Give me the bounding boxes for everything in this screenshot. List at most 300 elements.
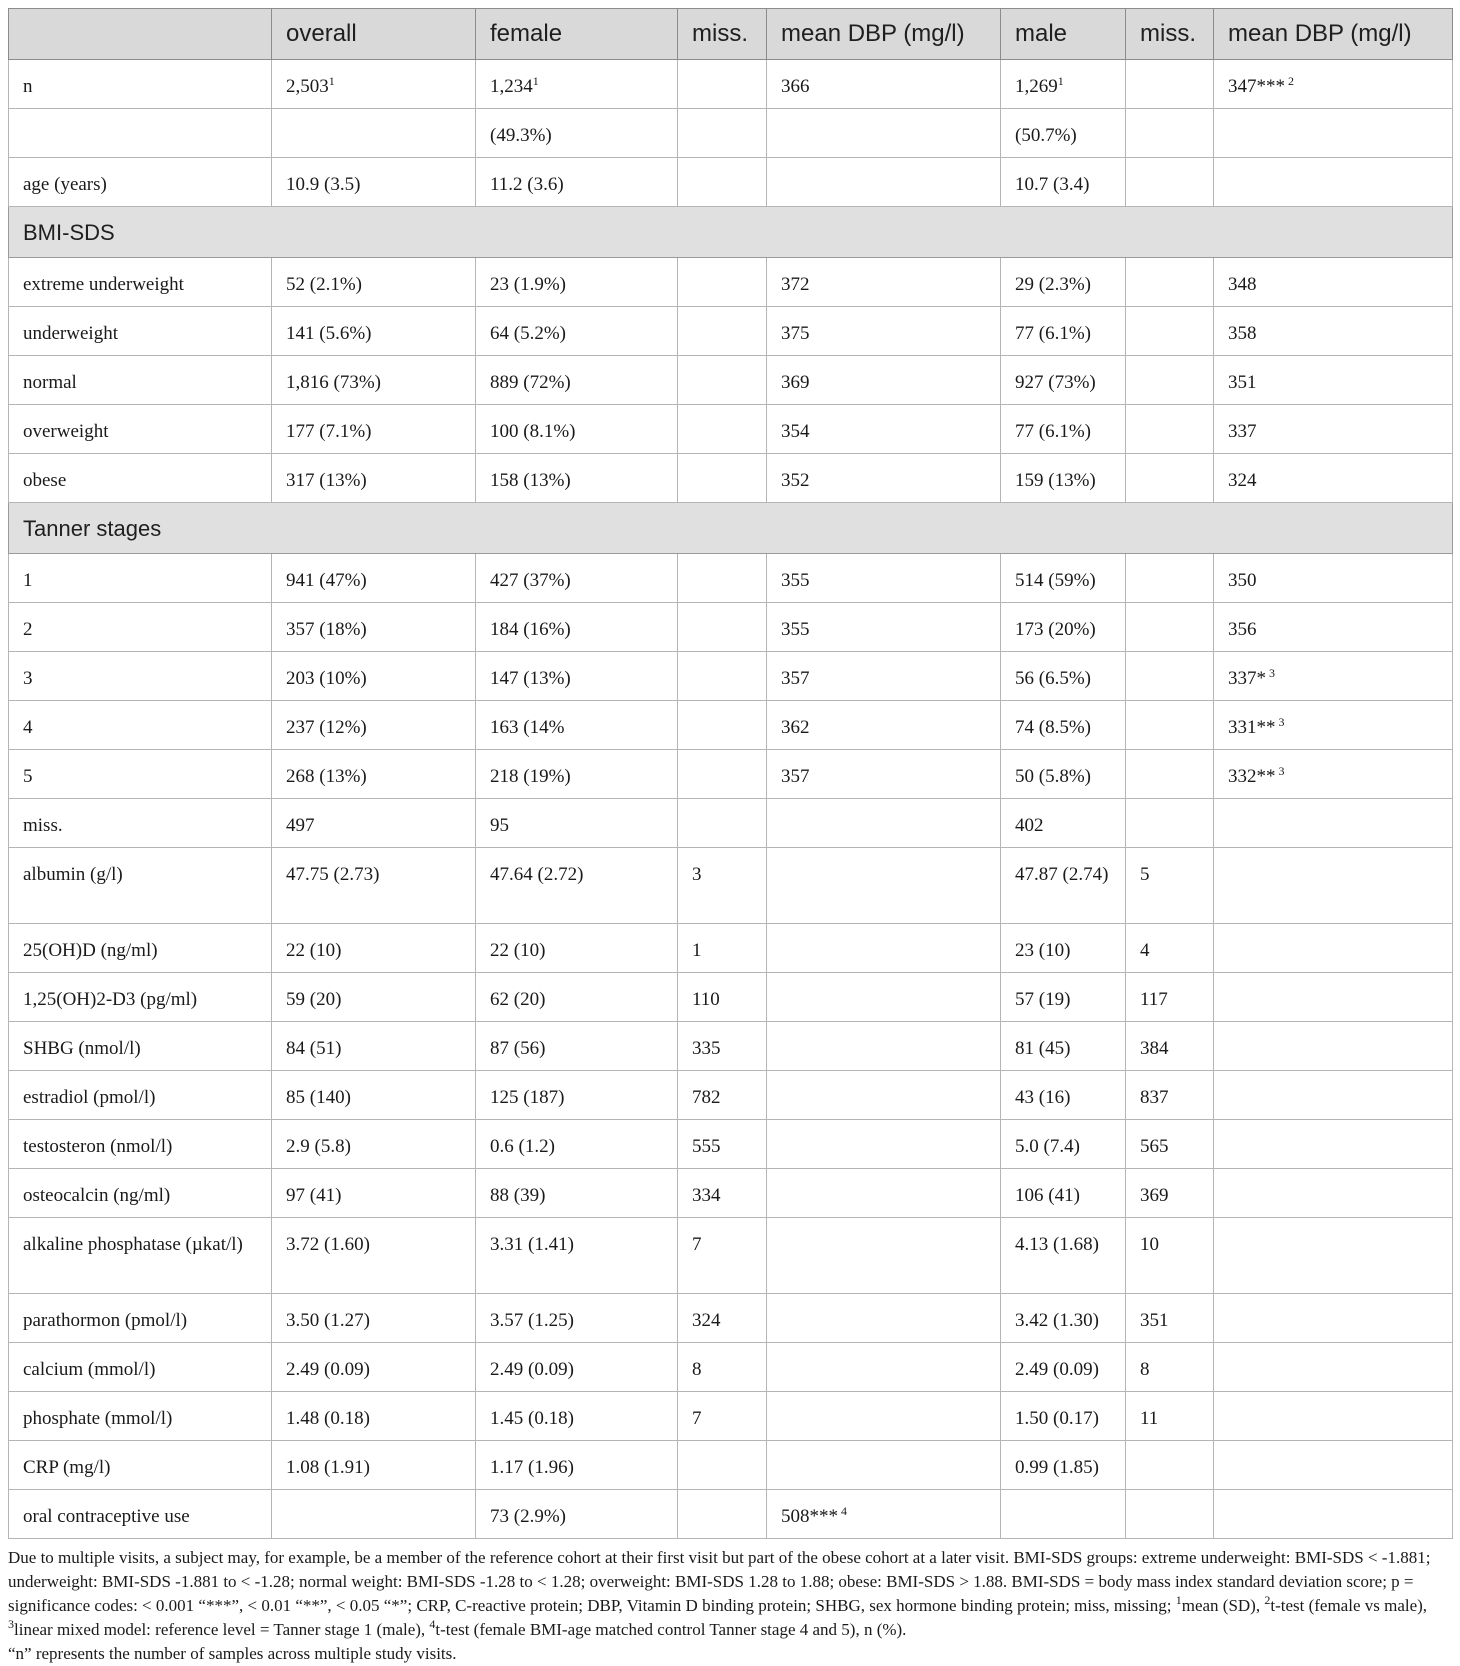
table-footnote <box>8 1546 1452 1666</box>
cell-female-mean-dbp <box>767 1441 1001 1490</box>
table-row <box>9 603 1453 652</box>
cell-female-mean-dbp <box>767 1218 1001 1294</box>
cell-overall-value: 141 (5.6%) <box>286 323 372 344</box>
cell-male-mean-dbp <box>1214 1120 1453 1169</box>
cell-male-value: 74 (8.5%) <box>1015 717 1091 738</box>
cell-female <box>476 848 678 924</box>
cell-male-mean-dbp <box>1214 1294 1453 1343</box>
cell-female-mean-dbp <box>767 603 1001 652</box>
cell-male-missing <box>1126 60 1214 109</box>
cell-male-mean-dbp-value: 331** <box>1228 717 1276 738</box>
data-table <box>8 8 1453 1539</box>
cell-overall <box>272 258 476 307</box>
cell-male-missing <box>1126 1218 1214 1294</box>
cell-female-mean-dbp <box>767 356 1001 405</box>
row-label <box>9 1294 272 1343</box>
cell-male <box>1001 405 1126 454</box>
cell-male-mean-dbp <box>1214 750 1453 799</box>
cell-female-missing <box>678 1169 767 1218</box>
table-body <box>9 60 1453 1539</box>
cell-male <box>1001 1218 1126 1294</box>
cell-male-mean-dbp-value: 337* <box>1228 668 1266 689</box>
cell-male-missing <box>1126 1022 1214 1071</box>
table-row <box>9 750 1453 799</box>
cell-male-mean-dbp <box>1214 1169 1453 1218</box>
section-row <box>9 503 1453 554</box>
cell-female-mean-dbp <box>767 307 1001 356</box>
cell-overall-value: 317 (13%) <box>286 470 367 491</box>
cell-female-superscript: 1 <box>532 74 539 88</box>
cell-overall <box>272 1120 476 1169</box>
cell-overall-value: 2,503 <box>286 76 329 97</box>
cell-female-mean-dbp-value: 357 <box>781 766 810 787</box>
row-label-value: 5 <box>23 766 33 787</box>
cell-male-missing <box>1126 701 1214 750</box>
cell-female-missing-value: 7 <box>692 1408 702 1429</box>
footnote-text-2: mean (SD), <box>1181 1596 1265 1615</box>
cell-male-missing <box>1126 554 1214 603</box>
cell-male-missing <box>1126 1392 1214 1441</box>
row-label <box>9 1218 272 1294</box>
cell-female-value: 62 (20) <box>490 989 546 1010</box>
cell-male-mean-dbp <box>1214 1218 1453 1294</box>
cell-female-value: 11.2 (3.6) <box>490 174 564 195</box>
cell-female-value: 23 (1.9%) <box>490 274 566 295</box>
row-label-value: 1,25(OH)2-D3 (pg/ml) <box>23 989 198 1010</box>
cell-male-missing <box>1126 1169 1214 1218</box>
cell-female-missing <box>678 1071 767 1120</box>
cell-female <box>476 799 678 848</box>
cell-female-missing <box>678 258 767 307</box>
cell-male <box>1001 1022 1126 1071</box>
cell-female <box>476 1343 678 1392</box>
cell-male-mean-dbp-value: 324 <box>1228 470 1257 491</box>
cell-male-mean-dbp <box>1214 973 1453 1022</box>
cell-female <box>476 258 678 307</box>
cell-female <box>476 1022 678 1071</box>
cell-overall <box>272 848 476 924</box>
cell-female-value: 0.6 (1.2) <box>490 1136 555 1157</box>
cell-female-value: 158 (13%) <box>490 470 571 491</box>
cell-male-mean-dbp-superscript: 3 <box>1275 715 1285 729</box>
cell-overall-value: 84 (51) <box>286 1038 342 1059</box>
cell-male-value: 47.87 (2.74) <box>1015 864 1109 885</box>
cell-female-missing <box>678 158 767 207</box>
cell-female <box>476 603 678 652</box>
cell-female <box>476 1169 678 1218</box>
cell-male-mean-dbp <box>1214 1441 1453 1490</box>
cell-male-missing <box>1126 258 1214 307</box>
cell-male-missing-value: 5 <box>1140 864 1150 885</box>
cell-female-missing <box>678 1392 767 1441</box>
cell-male-mean-dbp-value: 348 <box>1228 274 1257 295</box>
cell-female <box>476 1441 678 1490</box>
table-row <box>9 848 1453 924</box>
section-title: Tanner stages <box>9 503 1453 554</box>
footnote-text-1: Due to multiple visits, a subject may, for example, be a member of the reference cohort at their first visit but part of the obese cohort at a later visit. BMI-SDS groups: extreme underweight: BMI-SDS < -1.881; underweight: BMI-SDS -1.881 to < -1.28; normal weight: BMI-SDS -1.28 to < 1.28; overweight: BMI-SDS 1.28 to 1.88; obese: BMI-SDS > 1.88. BMI-SDS = body mass index standard deviation score; p = significance codes: < 0.001 “***”, < 0.01 “**”, < 0.05 “*”; CRP, C-reactive protein; DBP, Vitamin D binding protein; SHBG, sex hormone binding protein; miss, missing; <box>8 1548 1431 1615</box>
cell-male-missing-value: 10 <box>1140 1234 1159 1255</box>
cell-female-value: 1.45 (0.18) <box>490 1408 574 1429</box>
table-row <box>9 307 1453 356</box>
cell-overall <box>272 356 476 405</box>
row-label <box>9 973 272 1022</box>
table-row <box>9 258 1453 307</box>
footnote-sup-2: 2 <box>1264 1593 1271 1607</box>
cell-female-missing-value: 110 <box>692 989 720 1010</box>
row-label <box>9 1490 272 1539</box>
cell-male-mean-dbp-value: 337 <box>1228 421 1257 442</box>
cell-male-missing <box>1126 454 1214 503</box>
cell-female-mean-dbp <box>767 60 1001 109</box>
cell-male-missing <box>1126 356 1214 405</box>
cell-female-missing <box>678 652 767 701</box>
cell-male-mean-dbp <box>1214 799 1453 848</box>
cell-male-value: 514 (59%) <box>1015 570 1096 591</box>
cell-female <box>476 1071 678 1120</box>
row-label <box>9 307 272 356</box>
cell-male-value: 4.13 (1.68) <box>1015 1234 1099 1255</box>
row-label <box>9 1022 272 1071</box>
cell-male-mean-dbp-superscript: 3 <box>1275 764 1285 778</box>
cell-male-value: 2.49 (0.09) <box>1015 1359 1099 1380</box>
row-label-value: osteocalcin (ng/ml) <box>23 1185 171 1206</box>
row-label-value: testosteron (nmol/l) <box>23 1136 173 1157</box>
cell-female-mean-dbp <box>767 924 1001 973</box>
cell-male-mean-dbp <box>1214 158 1453 207</box>
cell-female-value: 47.64 (2.72) <box>490 864 584 885</box>
cell-overall <box>272 1294 476 1343</box>
cell-female-missing <box>678 1343 767 1392</box>
cell-overall <box>272 924 476 973</box>
cell-male-mean-dbp <box>1214 603 1453 652</box>
cell-female-missing-value: 3 <box>692 864 702 885</box>
cell-female-mean-dbp-value: 352 <box>781 470 810 491</box>
cell-female-mean-dbp-value: 366 <box>781 76 810 97</box>
cell-female-missing <box>678 848 767 924</box>
table-row <box>9 1294 1453 1343</box>
cell-male <box>1001 973 1126 1022</box>
cell-female-value: 2.49 (0.09) <box>490 1359 574 1380</box>
cell-male-missing-value: 369 <box>1140 1185 1169 1206</box>
cell-overall-value: 47.75 (2.73) <box>286 864 380 885</box>
cell-female <box>476 750 678 799</box>
row-label-value: 4 <box>23 717 33 738</box>
cell-overall <box>272 60 476 109</box>
cell-female-mean-dbp-value: 362 <box>781 717 810 738</box>
cell-female <box>476 1218 678 1294</box>
cell-female-value: 889 (72%) <box>490 372 571 393</box>
row-label-value: 3 <box>23 668 33 689</box>
cell-overall-value: 85 (140) <box>286 1087 351 1108</box>
cell-overall <box>272 307 476 356</box>
cell-female-mean-dbp <box>767 1071 1001 1120</box>
cell-female-mean-dbp <box>767 258 1001 307</box>
cell-female-value: 427 (37%) <box>490 570 571 591</box>
row-label-value: oral contraceptive use <box>23 1506 190 1527</box>
cell-female-missing-value: 555 <box>692 1136 721 1157</box>
cell-female-mean-dbp <box>767 1022 1001 1071</box>
table-row <box>9 1022 1453 1071</box>
cell-overall <box>272 1071 476 1120</box>
header-male-mean-dbp: mean DBP (mg/l) <box>1214 9 1453 60</box>
header-female: female <box>476 9 678 60</box>
cell-female <box>476 554 678 603</box>
table-row <box>9 109 1453 158</box>
cell-female-missing <box>678 750 767 799</box>
cell-male-missing-value: 351 <box>1140 1310 1169 1331</box>
cell-male-mean-dbp <box>1214 1490 1453 1539</box>
cell-overall <box>272 109 476 158</box>
cell-male-value: 77 (6.1%) <box>1015 323 1091 344</box>
cell-overall <box>272 454 476 503</box>
cell-male-missing <box>1126 750 1214 799</box>
cell-female-value: 87 (56) <box>490 1038 546 1059</box>
cell-female-missing-value: 324 <box>692 1310 721 1331</box>
row-label <box>9 750 272 799</box>
cell-overall-value: 177 (7.1%) <box>286 421 372 442</box>
cell-overall-value: 10.9 (3.5) <box>286 174 361 195</box>
cell-female-missing <box>678 454 767 503</box>
cell-male-missing <box>1126 848 1214 924</box>
footnote-sup-4: 4 <box>429 1617 436 1631</box>
cell-female <box>476 60 678 109</box>
cell-male-value: 173 (20%) <box>1015 619 1096 640</box>
cell-overall <box>272 750 476 799</box>
cell-female-mean-dbp-value: 355 <box>781 619 810 640</box>
row-label-value: normal <box>23 372 77 393</box>
cell-overall-value: 3.50 (1.27) <box>286 1310 370 1331</box>
cell-overall <box>272 1169 476 1218</box>
cell-male-missing <box>1126 1071 1214 1120</box>
cell-female-mean-dbp-value: 369 <box>781 372 810 393</box>
row-label <box>9 405 272 454</box>
cell-male-mean-dbp <box>1214 1071 1453 1120</box>
cell-male <box>1001 1169 1126 1218</box>
cell-male-missing <box>1126 1441 1214 1490</box>
cell-female-mean-dbp <box>767 405 1001 454</box>
table-row <box>9 1441 1453 1490</box>
cell-male-missing <box>1126 1343 1214 1392</box>
cell-overall-value: 3.72 (1.60) <box>286 1234 370 1255</box>
cell-female-value: 64 (5.2%) <box>490 323 566 344</box>
cell-male-mean-dbp <box>1214 1392 1453 1441</box>
cell-male-mean-dbp <box>1214 307 1453 356</box>
cell-male-missing <box>1126 109 1214 158</box>
cell-overall <box>272 158 476 207</box>
row-label-value: phosphate (mmol/l) <box>23 1408 173 1429</box>
cell-male-mean-dbp-value: 351 <box>1228 372 1257 393</box>
cell-overall-value: 941 (47%) <box>286 570 367 591</box>
row-label-value: 25(OH)D (ng/ml) <box>23 940 158 961</box>
cell-female-mean-dbp-superscript: 4 <box>838 1504 847 1518</box>
cell-male <box>1001 258 1126 307</box>
cell-male-value: 3.42 (1.30) <box>1015 1310 1099 1331</box>
cell-female-missing <box>678 973 767 1022</box>
cell-female <box>476 1392 678 1441</box>
cell-male <box>1001 454 1126 503</box>
cell-male-missing <box>1126 1490 1214 1539</box>
table-row <box>9 405 1453 454</box>
cell-female-value: 218 (19%) <box>490 766 571 787</box>
cell-male-missing <box>1126 603 1214 652</box>
cell-male-value: 77 (6.1%) <box>1015 421 1091 442</box>
cell-overall-value: 2.49 (0.09) <box>286 1359 370 1380</box>
cell-male <box>1001 60 1126 109</box>
cell-male-mean-dbp-value: 350 <box>1228 570 1257 591</box>
cell-male-mean-dbp <box>1214 60 1453 109</box>
cell-male-value: 81 (45) <box>1015 1038 1071 1059</box>
table-row <box>9 701 1453 750</box>
table-row <box>9 799 1453 848</box>
cell-female-missing <box>678 1490 767 1539</box>
cell-male-missing-value: 8 <box>1140 1359 1150 1380</box>
cell-female-mean-dbp <box>767 1169 1001 1218</box>
cell-female-mean-dbp <box>767 750 1001 799</box>
footnote-text-4: linear mixed model: reference level = Tanner stage 1 (male), <box>14 1620 430 1639</box>
table-row <box>9 158 1453 207</box>
row-label <box>9 603 272 652</box>
cell-male-value: 29 (2.3%) <box>1015 274 1091 295</box>
table-row <box>9 1490 1453 1539</box>
cell-female-missing <box>678 554 767 603</box>
cell-female-mean-dbp-value: 508*** <box>781 1506 838 1527</box>
cell-female-mean-dbp <box>767 848 1001 924</box>
cell-male-missing-value: 837 <box>1140 1087 1169 1108</box>
cell-female-value: 1,234 <box>490 76 533 97</box>
cell-overall <box>272 1343 476 1392</box>
table-row <box>9 1071 1453 1120</box>
cell-male-mean-dbp <box>1214 554 1453 603</box>
cell-male <box>1001 307 1126 356</box>
cell-female-missing <box>678 1441 767 1490</box>
cell-overall <box>272 603 476 652</box>
cell-female <box>476 356 678 405</box>
cell-male <box>1001 158 1126 207</box>
cell-male <box>1001 1294 1126 1343</box>
cell-female-value: 95 <box>490 815 509 836</box>
cell-male-mean-dbp-superscript: 2 <box>1285 74 1294 88</box>
cell-overall <box>272 1441 476 1490</box>
cell-male-mean-dbp <box>1214 258 1453 307</box>
cell-overall-value: 59 (20) <box>286 989 342 1010</box>
row-label <box>9 554 272 603</box>
cell-female <box>476 652 678 701</box>
cell-male <box>1001 1392 1126 1441</box>
row-label-value: miss. <box>23 815 63 836</box>
cell-male-mean-dbp <box>1214 356 1453 405</box>
cell-female-missing <box>678 799 767 848</box>
cell-female <box>476 158 678 207</box>
cell-male <box>1001 554 1126 603</box>
cell-male <box>1001 750 1126 799</box>
cell-male-missing <box>1126 799 1214 848</box>
cell-overall-value: 52 (2.1%) <box>286 274 362 295</box>
cell-female-value: 1.17 (1.96) <box>490 1457 574 1478</box>
section-row <box>9 207 1453 258</box>
cell-overall-value: 203 (10%) <box>286 668 367 689</box>
cell-male-missing-value: 117 <box>1140 989 1168 1010</box>
table-row <box>9 1120 1453 1169</box>
cell-male-value: 402 <box>1015 815 1044 836</box>
cell-female-missing <box>678 1218 767 1294</box>
cell-male-mean-dbp-value: 358 <box>1228 323 1257 344</box>
row-label-value: calcium (mmol/l) <box>23 1359 156 1380</box>
cell-female <box>476 307 678 356</box>
cell-male-missing <box>1126 652 1214 701</box>
header-overall: overall <box>272 9 476 60</box>
row-label <box>9 1392 272 1441</box>
cell-female-missing-value: 782 <box>692 1087 721 1108</box>
cell-male <box>1001 799 1126 848</box>
table-row <box>9 1218 1453 1294</box>
cell-male-value: 56 (6.5%) <box>1015 668 1091 689</box>
cell-male-mean-dbp <box>1214 109 1453 158</box>
header-row <box>9 9 1453 60</box>
row-label <box>9 799 272 848</box>
row-label <box>9 848 272 924</box>
table-row <box>9 1392 1453 1441</box>
cell-male <box>1001 652 1126 701</box>
cell-female-missing-value: 335 <box>692 1038 721 1059</box>
cell-male-value: 159 (13%) <box>1015 470 1096 491</box>
cell-male-value: 10.7 (3.4) <box>1015 174 1090 195</box>
cell-male-missing <box>1126 1294 1214 1343</box>
cell-overall-value: 97 (41) <box>286 1185 342 1206</box>
cell-male-value: 5.0 (7.4) <box>1015 1136 1080 1157</box>
row-label-value: 1 <box>23 570 33 591</box>
cell-male-value: 50 (5.8%) <box>1015 766 1091 787</box>
table-row <box>9 1169 1453 1218</box>
cell-female-mean-dbp <box>767 652 1001 701</box>
row-label <box>9 1120 272 1169</box>
cell-male-mean-dbp-value: 347*** <box>1228 76 1285 97</box>
cell-overall-value: 497 <box>286 815 315 836</box>
footnote-text-3: t-test (female vs male), <box>1270 1596 1428 1615</box>
cell-female-value: 73 (2.9%) <box>490 1506 566 1527</box>
cell-male-mean-dbp-value: 332** <box>1228 766 1276 787</box>
cell-female-mean-dbp <box>767 1490 1001 1539</box>
cell-male <box>1001 1441 1126 1490</box>
cell-female-mean-dbp <box>767 1392 1001 1441</box>
cell-overall <box>272 1392 476 1441</box>
row-label-value: overweight <box>23 421 109 442</box>
cell-female-missing <box>678 109 767 158</box>
cell-overall-value: 268 (13%) <box>286 766 367 787</box>
cell-female-missing <box>678 405 767 454</box>
cell-female-value: 3.57 (1.25) <box>490 1310 574 1331</box>
cell-male-mean-dbp <box>1214 924 1453 973</box>
cell-female-mean-dbp <box>767 799 1001 848</box>
cell-male-superscript: 1 <box>1057 74 1064 88</box>
table-container <box>8 8 1452 1666</box>
table-row <box>9 554 1453 603</box>
header-male-missing: miss. <box>1126 9 1214 60</box>
cell-female-mean-dbp-value: 355 <box>781 570 810 591</box>
cell-male-missing <box>1126 158 1214 207</box>
row-label-value: parathormon (pmol/l) <box>23 1310 188 1331</box>
cell-female-missing-value: 1 <box>692 940 702 961</box>
cell-overall <box>272 973 476 1022</box>
cell-male-mean-dbp <box>1214 1022 1453 1071</box>
cell-male-missing-value: 565 <box>1140 1136 1169 1157</box>
table-row <box>9 356 1453 405</box>
cell-overall <box>272 652 476 701</box>
row-label <box>9 60 272 109</box>
cell-female-mean-dbp <box>767 454 1001 503</box>
cell-female-mean-dbp-value: 375 <box>781 323 810 344</box>
cell-female-mean-dbp-value: 354 <box>781 421 810 442</box>
row-label <box>9 1343 272 1392</box>
